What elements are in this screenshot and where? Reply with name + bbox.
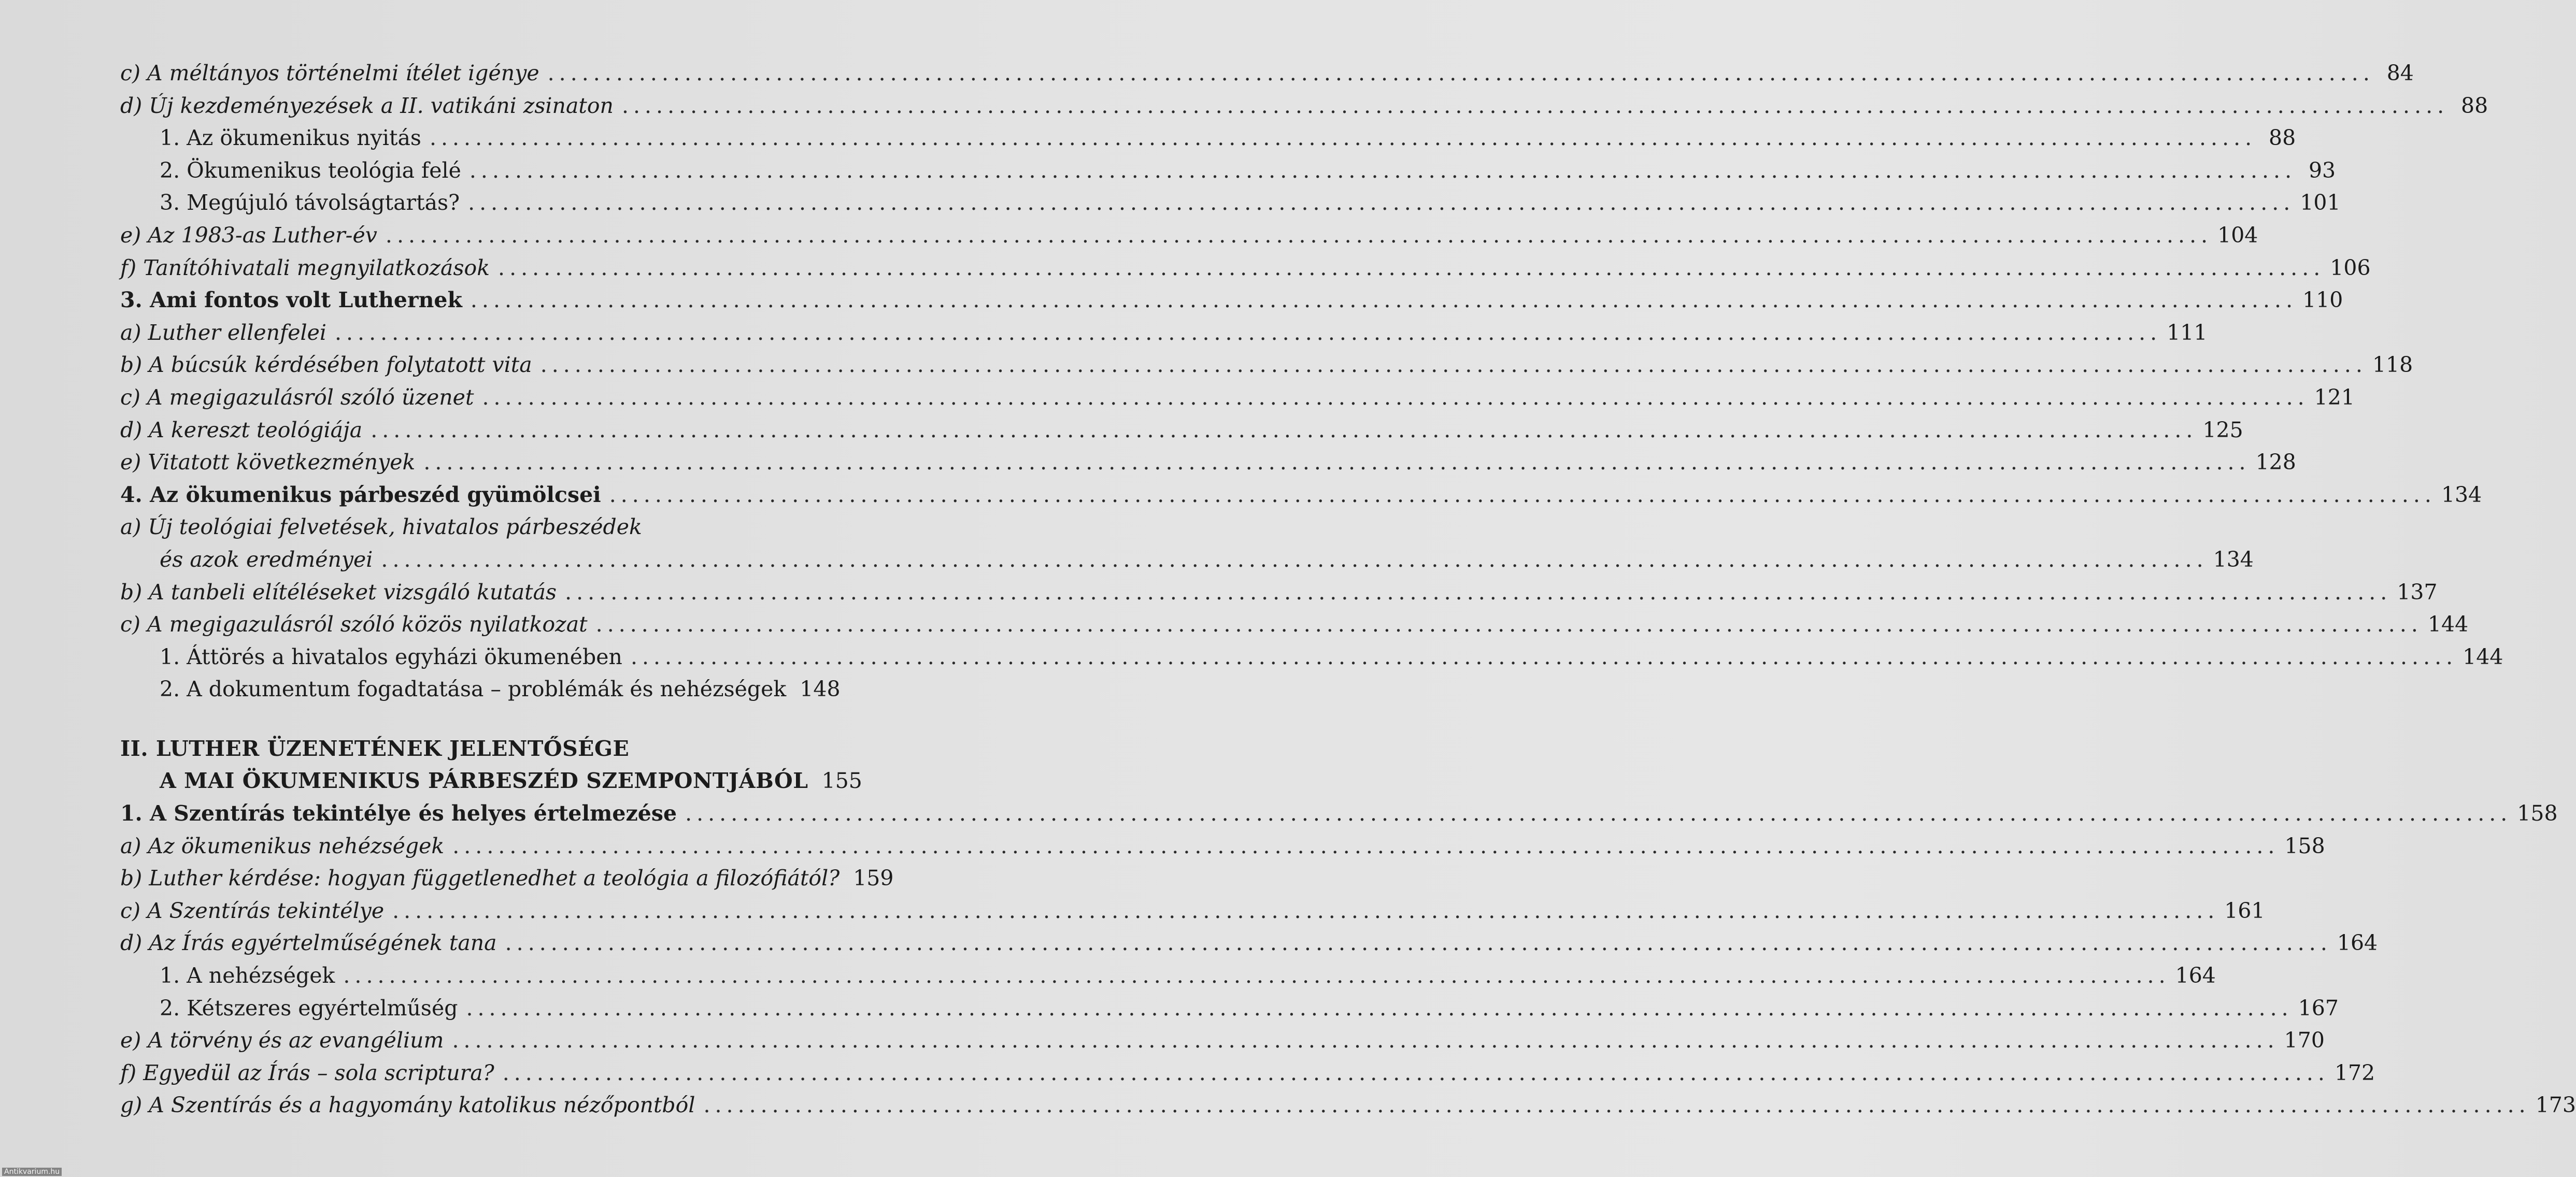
toc-entry <box>120 154 2336 187</box>
toc-entry-title: e) A törvény és az evangélium <box>120 1028 444 1053</box>
toc-entry-title: c) A megigazulásról szóló üzenet <box>120 384 474 410</box>
toc-entry-title: f) Egyedül az Írás – sola scriptura? <box>120 1060 494 1085</box>
toc-entry-page-number: 159 <box>853 866 894 891</box>
toc-entry-title: 3. Ami fontos volt Luthernek <box>120 288 462 313</box>
dot-leader <box>565 576 2392 608</box>
toc-entry-page-number: 167 <box>2298 995 2339 1021</box>
toc-entry <box>120 543 2254 576</box>
toc-entry-page-number: 128 <box>2255 450 2296 475</box>
toc-entry-page-number: 134 <box>2441 482 2482 507</box>
toc-entry-page-number: 101 <box>2300 190 2341 216</box>
toc-entry <box>120 608 2469 641</box>
toc-entry-title: b) A búcsúk kérdésében folytatott vita <box>120 352 532 378</box>
toc-entry <box>120 284 2343 317</box>
dot-leader <box>498 252 2325 284</box>
toc-entry <box>120 862 894 895</box>
toc-entry-title: 2. Ökumenikus teológia felé <box>160 157 461 183</box>
dot-leader <box>381 543 2208 576</box>
toc-entry-title: c) A méltányos történelmi ítélet igénye <box>120 61 539 85</box>
toc-entry-title: 1. A Szentírás tekintélye és helyes értelmezése <box>120 801 677 826</box>
toc-entry-page-number: 104 <box>2217 222 2258 248</box>
toc-entry-title: 1. Az ökumenikus nyitás <box>160 125 421 151</box>
toc-entry-title: c) A Szentírás tekintélye <box>120 898 385 923</box>
toc-entry <box>120 1057 2375 1089</box>
toc-entry <box>120 576 2438 609</box>
toc-entry-page-number: 88 <box>2461 93 2488 118</box>
toc-entry <box>120 219 2258 252</box>
dot-leader <box>392 895 2219 927</box>
dot-leader <box>596 608 2423 640</box>
toc-entry-title: a) Az ökumenikus nehézségek <box>120 833 445 858</box>
toc-entry <box>120 122 2296 154</box>
toc-entry-page-number: 161 <box>2224 898 2265 923</box>
dot-leader <box>468 186 2295 219</box>
toc-entry-page-number: 144 <box>2427 612 2469 637</box>
toc-entry-page-number: 93 <box>2308 157 2336 183</box>
toc-entry-page-number: 164 <box>2337 930 2378 956</box>
watermark-text: Antikvarium.hu <box>2 1168 62 1176</box>
toc-entry <box>120 641 2503 673</box>
dot-leader <box>609 479 2436 511</box>
toc-entry <box>120 57 2414 90</box>
toc-entry <box>120 414 2243 447</box>
toc-entry-title: d) A kereszt teológiája <box>120 417 363 442</box>
toc-entry <box>120 90 2488 122</box>
toc-entry-title: és azok eredményei <box>160 547 373 572</box>
section-gap <box>120 706 834 733</box>
dot-leader <box>505 927 2332 959</box>
dot-leader <box>430 122 2256 154</box>
toc-entry <box>120 927 2378 959</box>
toc-entry-title: d) Új kezdeményezések a II. vatikáni zsinaton <box>120 93 614 118</box>
toc-entry-page-number: 111 <box>2167 320 2208 345</box>
toc-entry-title: d) Az Írás egyértelműségének tana <box>120 930 497 956</box>
dot-leader <box>471 284 2297 316</box>
toc-entry-title: 2. A dokumentum fogadtatása – problémák és nehézségek <box>160 677 787 702</box>
toc-entry-title: e) Vitatott következmények <box>120 450 416 475</box>
dot-leader <box>622 90 2449 122</box>
toc-entry <box>120 511 834 543</box>
toc-entry <box>120 797 2558 830</box>
toc-entry-title: b) A tanbeli elítéléseket vizsgáló kutatás <box>120 579 557 605</box>
toc-entry-title: a) Új teológiai felvetések, hivatalos párbeszédek <box>120 514 642 540</box>
toc-entry <box>120 895 2265 927</box>
toc-entry-page-number: 144 <box>2463 644 2503 669</box>
toc-entry-page-number: 155 <box>821 768 862 794</box>
toc-entry-page-number: 158 <box>2284 833 2325 858</box>
toc-entry-page-number: 134 <box>2213 547 2254 572</box>
toc-entry-title: c) A megigazulásról szóló közös nyilatkozat <box>120 612 588 637</box>
toc-entry-page-number: 148 <box>800 677 841 702</box>
toc-entry-title: 4. Az ökumenikus párbeszéd gyümölcsei <box>120 482 601 507</box>
dot-leader <box>371 414 2197 446</box>
toc-entry <box>120 673 841 706</box>
dot-leader <box>482 381 2309 413</box>
dot-leader <box>386 219 2212 251</box>
toc-entry <box>120 317 2208 349</box>
toc-entry-title: b) Luther kérdése: hogyan függetlenedhet a teológia a filozófiától? <box>120 866 840 891</box>
toc-entry <box>120 830 2325 863</box>
toc-entry <box>120 1089 2576 1122</box>
toc-entry <box>120 349 2413 381</box>
toc-entry-title: f) Tanítóhivatali megnyilatkozások <box>120 255 490 280</box>
toc-entry-page-number: 137 <box>2397 579 2438 605</box>
dot-leader <box>685 797 2512 829</box>
toc-entry <box>120 252 2371 284</box>
toc-entry <box>120 381 2355 414</box>
dot-leader <box>335 317 2161 349</box>
dot-leader <box>631 641 2457 673</box>
dot-leader <box>452 1024 2279 1056</box>
toc-entry-title: e) Az 1983-as Luther-év <box>120 222 377 248</box>
dot-leader <box>548 57 2374 89</box>
toc-entry-page-number: 170 <box>2284 1028 2325 1053</box>
toc-entry <box>120 446 2296 479</box>
dot-leader <box>469 154 2296 186</box>
toc-entry <box>120 765 862 797</box>
dot-leader <box>503 1057 2329 1089</box>
toc-entry-title: 1. Áttörés a hivatalos egyházi ökumenében <box>160 644 622 669</box>
toc-entry-page-number: 84 <box>2386 61 2414 85</box>
toc-entry-title: 3. Megújuló távolságtartás? <box>160 190 460 216</box>
toc-entry-title: A MAI ÖKUMENIKUS PÁRBESZÉD SZEMPONTJÁBÓL <box>160 768 808 794</box>
toc-entry <box>120 1024 2325 1057</box>
toc-entry-page-number: 172 <box>2334 1060 2375 1085</box>
toc-entry-title: 1. A nehézségek <box>160 963 335 988</box>
toc-entry-title: a) Luther ellenfelei <box>120 320 326 345</box>
dot-leader <box>703 1089 2530 1121</box>
toc-entry <box>120 186 2341 219</box>
dot-leader <box>452 830 2279 862</box>
toc-entry-page-number: 118 <box>2372 352 2413 378</box>
toc-entry <box>120 479 2482 511</box>
toc-entry-title: g) A Szentírás és a hagyomány katolikus nézőpontból <box>120 1093 695 1118</box>
toc-entry-page-number: 88 <box>2269 125 2296 151</box>
table-of-contents <box>120 57 2576 1122</box>
toc-entry <box>120 959 2216 992</box>
toc-entry-title: II. LUTHER ÜZENETÉNEK JELENTŐSÉGE <box>120 736 630 761</box>
toc-entry-title: 2. Kétszeres egyértelműség <box>160 995 458 1021</box>
toc-entry-page-number: 121 <box>2314 384 2355 410</box>
toc-entry-page-number: 110 <box>2302 288 2343 313</box>
dot-leader <box>540 349 2367 381</box>
dot-leader <box>343 959 2170 992</box>
toc-entry-page-number: 106 <box>2330 255 2371 280</box>
toc-entry-page-number: 125 <box>2202 417 2243 442</box>
toc-entry-page-number: 164 <box>2175 963 2216 988</box>
dot-leader <box>423 446 2250 478</box>
toc-entry-page-number: 173 <box>2535 1093 2576 1118</box>
toc-entry-page-number: 158 <box>2517 801 2558 826</box>
toc-entry <box>120 992 2339 1025</box>
toc-entry <box>120 733 834 765</box>
dot-leader <box>466 992 2293 1024</box>
